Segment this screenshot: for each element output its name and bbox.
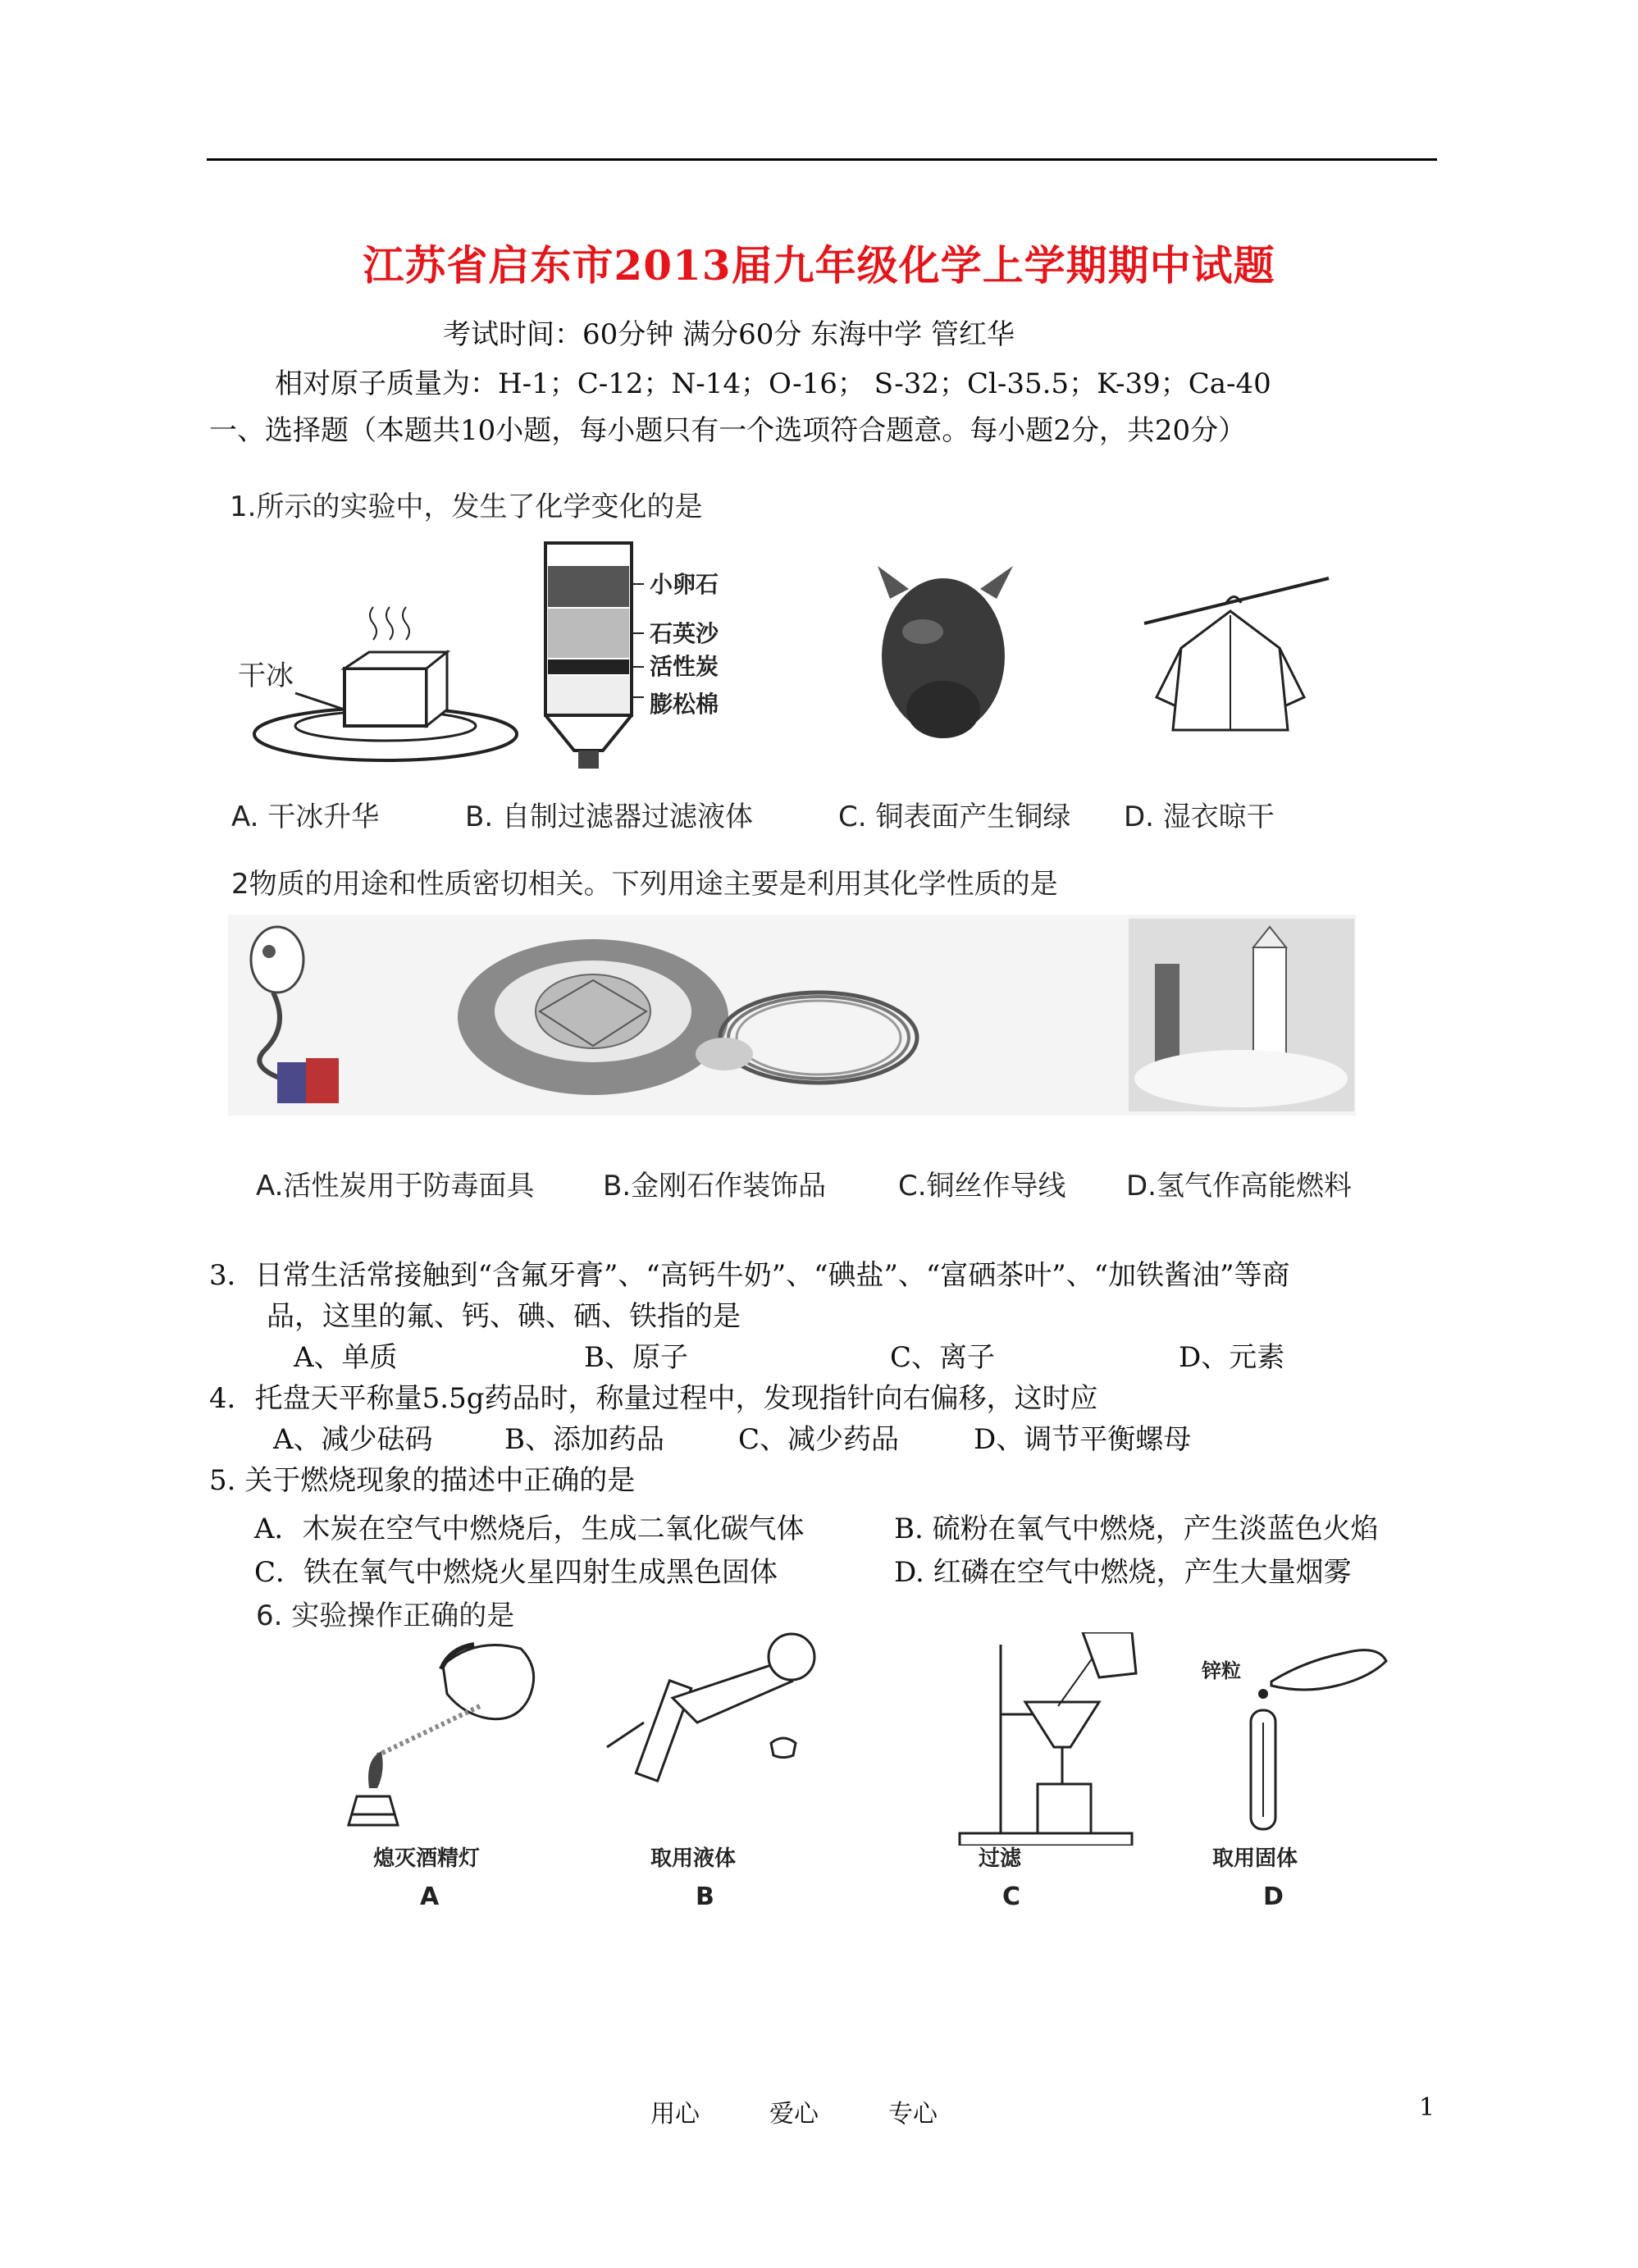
q5-option-d: D. 红磷在空气中燃烧，产生大量烟雾	[894, 1556, 1352, 1589]
q1-option-a: A. 干冰升华	[231, 801, 380, 833]
q1-figures	[221, 533, 1337, 779]
add-zinc-figure	[1201, 1650, 1386, 1829]
q3-option-a: A、单质	[294, 1341, 398, 1374]
filter-figure	[545, 543, 719, 769]
q6-letter-d: D	[1263, 1882, 1284, 1911]
q2-option-b: B.金刚石作装饰品	[603, 1170, 827, 1202]
q2-figures	[228, 915, 1356, 1116]
q5-option-c: C．铁在氧气中燃烧火星四射生成黑色固体	[254, 1556, 778, 1589]
q4-option-d: D、调节平衡螺母	[974, 1423, 1192, 1456]
atomic-masses: 相对原子质量为：H-1；C-12；N-14；O-16； S-32；Cl-35.5；K-39；Ca-40	[275, 367, 1271, 400]
q2-option-d: D.氢气作高能燃料	[1126, 1170, 1352, 1202]
q6-letter-a: A	[420, 1882, 440, 1911]
drying-clothes-figure	[1144, 578, 1329, 730]
q6-caption-c: 过滤	[979, 1846, 1022, 1871]
filter-layer-3: 活性炭	[650, 653, 719, 680]
header-rule	[207, 158, 1437, 161]
q3-option-c: C、离子	[890, 1341, 996, 1374]
pour-liquid-figure	[607, 1634, 814, 1781]
footer-item-2: 爱心	[769, 2100, 819, 2129]
q6-zinc-label: 锌粒	[1202, 1659, 1241, 1682]
q1-dry-ice-label: 干冰	[238, 659, 294, 692]
q4-option-a: A、减少砝码	[273, 1423, 433, 1456]
rocket-launch-figure	[1129, 919, 1354, 1111]
q6-caption-d: 取用固体	[1212, 1846, 1298, 1871]
filter-layer-2: 石英沙	[650, 620, 719, 647]
q3-stem-line1: 3．日常生活常接触到“含氟牙膏”、“高钙牛奶”、“碘盐”、“富硒茶叶”、“加铁酱油”等商	[209, 1259, 1290, 1292]
q2-stem: 2物质的用途和性质密切相关。下列用途主要是利用其化学性质的是	[231, 868, 1058, 901]
filter-layer-1: 小卵石	[650, 571, 719, 598]
page-number: 1	[1419, 2093, 1435, 2122]
q1-stem: 1.所示的实验中，发生了化学变化的是	[230, 491, 703, 523]
page-title: 江苏省启东市2013届九年级化学上学期期中试题	[363, 241, 1275, 290]
footer-item-3: 专心	[888, 2100, 938, 2129]
q4-stem: 4．托盘天平称量5.5g药品时，称量过程中，发现指针向右偏移，这时应	[209, 1382, 1098, 1415]
q3-option-b: B、原子	[584, 1341, 688, 1374]
footer-item-1: 用心	[650, 2100, 700, 2129]
diamond-figure	[458, 939, 728, 1095]
filter-layer-4: 膨松棉	[650, 691, 719, 718]
section-heading: 一、选择题（本题共10小题，每小题只有一个选项符合题意。每小题2分，共20分）	[209, 414, 1247, 447]
q6-letter-b: B	[696, 1882, 714, 1911]
q3-stem-line2: 品，这里的氟、钙、碘、硒、铁指的是	[267, 1300, 741, 1333]
copper-head-figure	[878, 566, 1013, 738]
filtration-figure	[960, 1632, 1136, 1846]
q1-option-c: C. 铜表面产生铜绿	[838, 801, 1071, 833]
q1-option-d: D. 湿衣晾干	[1124, 801, 1275, 833]
q4-option-b: B、添加药品	[504, 1423, 664, 1456]
q6-caption-b: 取用液体	[650, 1846, 737, 1871]
q5-option-a: A．木炭在空气中燃烧后，生成二氧化碳气体	[254, 1513, 805, 1545]
blow-out-lamp-figure	[349, 1645, 534, 1825]
exam-info: 考试时间：60分钟 满分60分 东海中学 管红华	[443, 318, 1015, 351]
q6-caption-a: 熄灭酒精灯	[373, 1846, 481, 1871]
q6-figures	[344, 1632, 1394, 1846]
dry-ice-figure	[238, 607, 517, 760]
q1-option-b: B. 自制过滤器过滤液体	[465, 801, 753, 833]
q6-letter-c: C	[1002, 1882, 1021, 1911]
q3-option-d: D、元素	[1179, 1341, 1285, 1374]
q5-stem: 5. 关于燃烧现象的描述中正确的是	[209, 1464, 636, 1497]
q2-option-c: C.铜丝作导线	[898, 1170, 1066, 1202]
q2-option-a: A.活性炭用于防毒面具	[256, 1170, 535, 1202]
q4-option-c: C、减少药品	[738, 1423, 900, 1456]
q6-stem: 6. 实验操作正确的是	[256, 1599, 515, 1632]
q5-option-b: B. 硫粉在氧气中燃烧，产生淡蓝色火焰	[894, 1513, 1379, 1545]
